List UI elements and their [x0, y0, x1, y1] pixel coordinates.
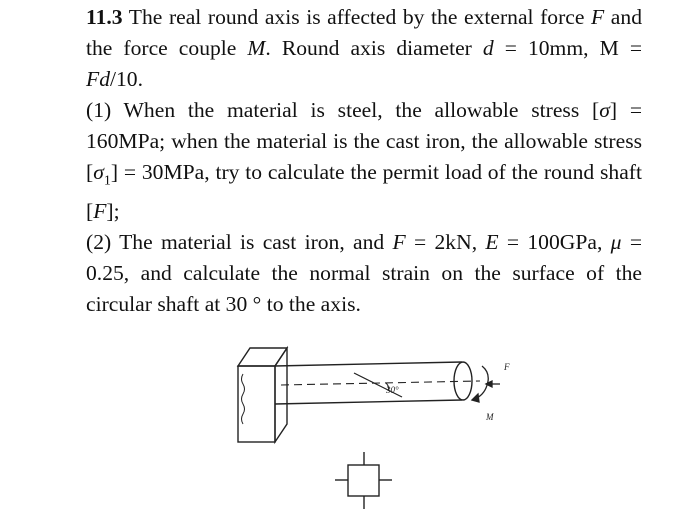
shaft-axis-line [281, 381, 480, 385]
part2-text-3: = 100GPa, [498, 230, 611, 255]
part1-text-4: ]; [106, 199, 120, 224]
force-label: F [504, 362, 510, 372]
var-sigma-1: σ [93, 160, 104, 184]
subscript-1: 1 [103, 173, 111, 189]
intro-text-4: = 10mm, M = [493, 36, 643, 60]
var-F-load: F [392, 230, 406, 255]
angle-label: 30° [386, 385, 399, 395]
problem-part-2 [86, 227, 642, 320]
var-F-permit: F [93, 199, 107, 224]
stress-element-square [348, 465, 379, 496]
problem-intro [86, 2, 642, 95]
var-sigma: σ [599, 98, 610, 122]
part2-text-1: (2) The material is cast iron, and [86, 230, 393, 255]
load-symbols [472, 366, 500, 402]
problem-number: 11.3 [86, 5, 123, 29]
problem-part-1 [86, 95, 642, 227]
part2-text-4: = 0.25, and calculate the normal strain on the surface of the circular shaft at 30 ° to the axis. [86, 230, 642, 317]
part1-text-3: ] = 30MPa, try to calculate the permit load of the round shaft [ [86, 160, 642, 224]
intro-text-5: /10. [110, 67, 143, 91]
incline-line-30 [354, 373, 402, 397]
wall-support [238, 348, 287, 442]
moment-label: M [486, 412, 494, 422]
var-M: M [247, 36, 266, 60]
intro-text-2: and the force couple [86, 5, 642, 60]
moment-arc [472, 366, 488, 400]
var-Fd: Fd [86, 67, 110, 91]
intro-text-1: The real round axis is affected by the external force [122, 5, 592, 29]
part1-text-1: (1) When the material is steel, the allowable stress [ [86, 98, 600, 122]
var-mu: μ [610, 230, 622, 255]
part1-text-2: ] = 160MPa; when the material is the cast iron, the allowable stress [ [86, 98, 642, 184]
var-E: E [485, 230, 499, 255]
round-shaft [275, 362, 480, 404]
stress-element [335, 452, 392, 509]
var-d: d [482, 36, 494, 60]
problem-text [86, 2, 642, 320]
part2-text-2: = 2kN, [405, 230, 486, 255]
var-F: F [591, 5, 605, 29]
intro-text-3: . Round axis diameter [265, 36, 483, 60]
